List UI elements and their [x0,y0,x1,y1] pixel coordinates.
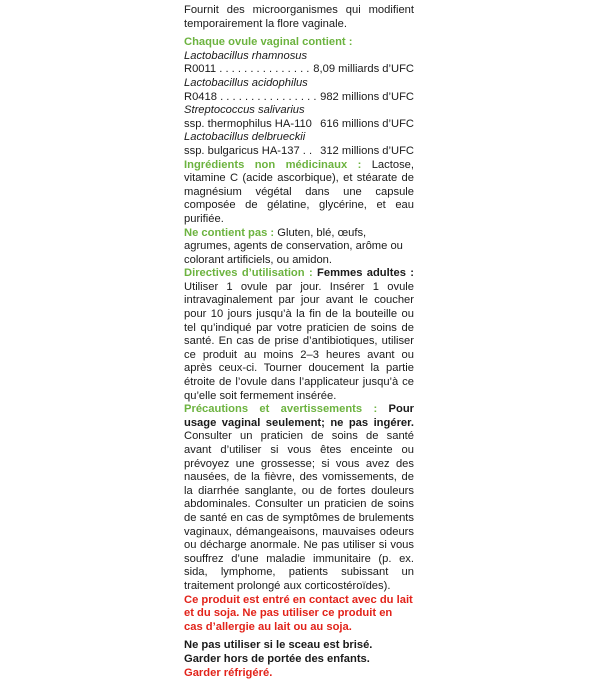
strain-row: R0418 . . . 982 millions d’UFC [184,91,414,105]
nonmedicinal-heading: Ingrédients non médicinaux : [184,159,361,171]
strain-species: Lactobacillus rhamnosus [184,50,414,64]
intro-text: Fournit des microorganismes qui modifient temporairement la flore vaginale. [184,4,414,31]
product-label-text [184,4,414,680]
cautions-heading: Précautions et avertissements : [184,403,377,415]
storage-notes [184,639,414,680]
directions-target: Femmes adultes : [317,267,414,279]
does-not-contain-text: Gluten, blé, œufs, agrumes, agents de conservation, arôme ou colorant artificiels, ou amidon. [184,227,403,266]
nonmedicinal-ingredients [184,159,414,227]
cautions-bold: Pour usage vaginal seulement; ne pas ingérer. [184,403,414,429]
directions-section [184,267,414,403]
children-warning: Garder hors de portée des enfants. [184,653,414,667]
strain-species: Streptococcus salivarius [184,104,414,118]
strain-row: ssp. bulgaricus HA-137 . . . 312 millions d’UFC [184,145,414,159]
cautions-text: Consulter un praticien de soins de santé avant d’utiliser si vous êtes enceinte ou prévoyez une grossesse; si vous avez des nausées, de la fièvre, des vomissements, de la diarrhée sanglante, ou de fortes douleurs abdominales. Consulter un praticien de soins de santé en cas de symptômes de brulements vaginaux, démangeaisons, mauvaises odeurs ou décharge anormale. Ne pas utiliser si vous souffrez d’une maladie immunitaire (p. ex. sida, lymphome, patients subissant un traitement prolongé aux corticostéroïdes). [184,430,414,592]
cautions-section [184,403,414,593]
does-not-contain-heading: Ne contient pas : [184,227,274,239]
does-not-contain [184,227,414,268]
refrigerate-note: Garder réfrigéré. [184,667,414,680]
seal-warning: Ne pas utiliser si le sceau est brisé. [184,639,414,653]
directions-heading: Directives d’utilisation : [184,267,313,279]
strain-species: Lactobacillus delbrueckii [184,131,414,145]
allergy-warning: Ce produit est entré en contact avec du lait et du soja. Ne pas utiliser ce produit en cas d’allergie au lait ou au soja. [184,594,414,635]
strain-species: Lactobacillus acidophilus [184,77,414,91]
composition-section [184,36,414,158]
composition-heading: Chaque ovule vaginal contient : [184,36,414,50]
nonmedicinal-text: Lactose, vitamine C (acide ascorbique), et stéarate de magnésium végétal dans une capsule composée de gélatine, glycérine, et eau purifiée. [184,159,414,225]
strain-row: R0011 . . . 8,09 milliards d’UFC [184,63,414,77]
strain-row: ssp. thermophilus HA-110 616 millions d’UFC [184,118,414,132]
directions-text: Utiliser 1 ovule par jour. Insérer 1 ovule intravaginalement par jour avant le coucher pour 10 jours jusqu’à la fin de la bouteille ou tel qu’indiqué par votre praticien de soins de santé. En cas de prise d’antibiotiques, utiliser ce produit au moins 2–3 heures avant ou après ceux-ci. Tourner doucement la partie étroite de l’ovule dans l’applicateur jusqu’à ce qu’elle soit fermement insérée. [184,281,414,402]
